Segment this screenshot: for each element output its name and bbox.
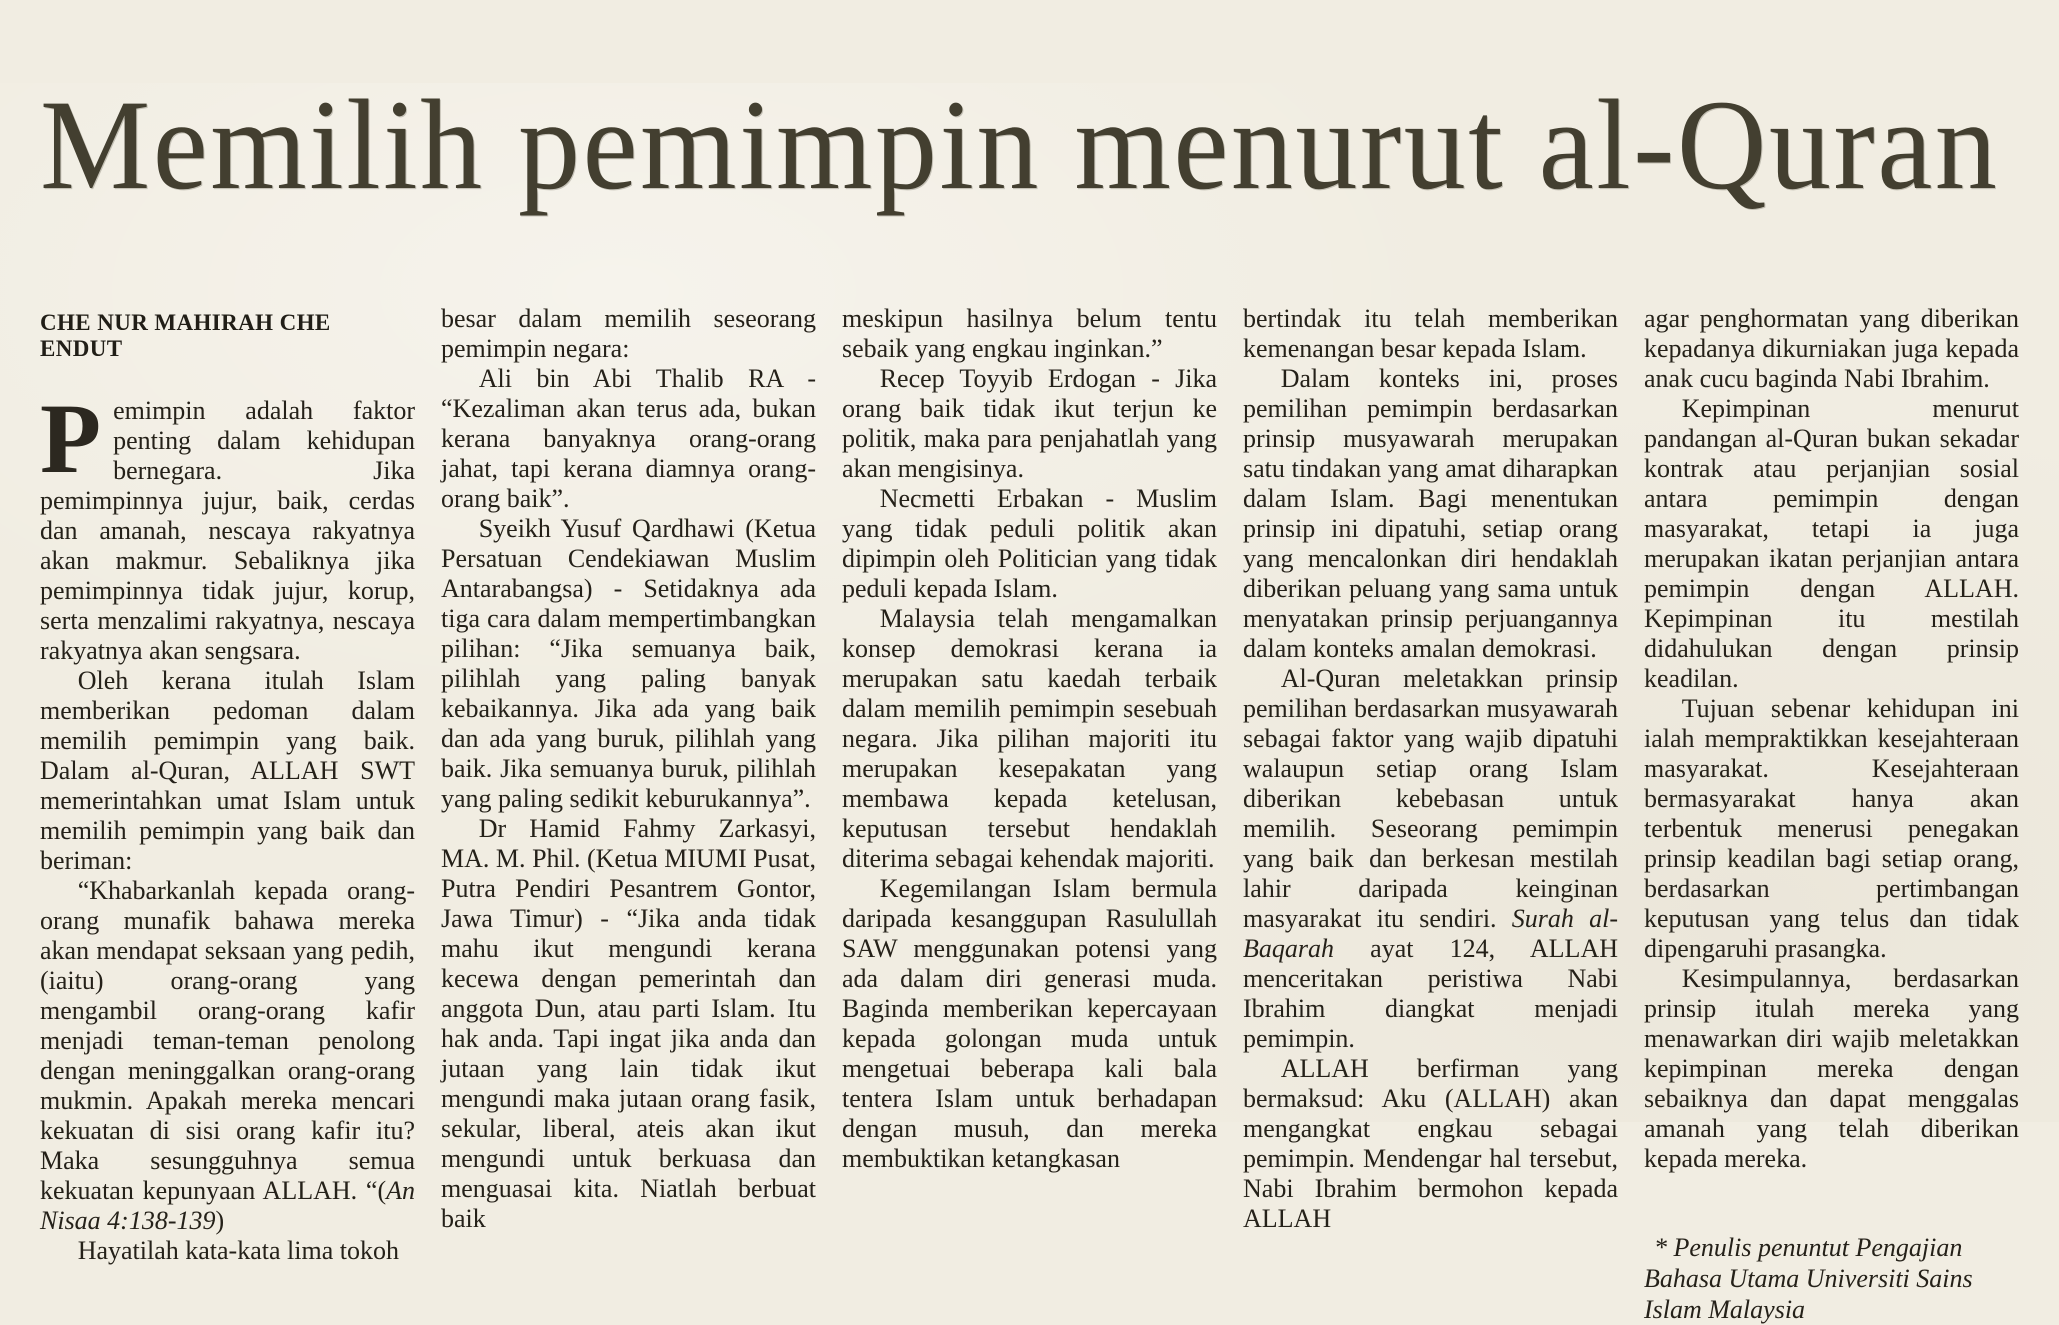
paragraph xyxy=(1243,664,1618,1054)
paragraph-text: Hayatilah kata-kata lima tokoh xyxy=(77,1236,399,1266)
paragraph xyxy=(40,383,415,666)
paragraph xyxy=(441,814,816,1234)
paragraph xyxy=(1644,304,2019,394)
paragraph xyxy=(1644,694,2019,964)
paragraph xyxy=(842,484,1217,604)
paragraph-text: emimpin adalah faktor penting dalam kehidupan bernegara. Jika pemimpinnya jujur, baik, cerdas dan amanah, nescaya rakyatnya akan makmur. Sebaliknya jika pemimpinnya tidak jujur, korup, serta menzalimi rakyatnya, nescaya rakyatnya akan sengsara. xyxy=(40,396,415,666)
author-footnote xyxy=(1644,1232,2019,1325)
footnote-text: * Penulis penuntut Pengajian Bahasa Utama Universiti Sains Islam Malaysia xyxy=(1644,1233,1973,1325)
paragraph-text: Recep Toyyib Erdogan - Jika orang baik tidak ikut terjun ke politik, maka para penjahatlah yang akan mengisinya. xyxy=(842,364,1217,484)
paragraph xyxy=(1243,304,1618,364)
paragraph xyxy=(1644,394,2019,694)
column-3 xyxy=(842,304,1217,1325)
article-columns xyxy=(40,304,2019,1325)
paragraph xyxy=(40,876,415,1236)
article-headline: Memilih pemimpin menurut al-Quran xyxy=(40,73,2000,217)
paragraph-text: “Khabarkanlah kepada orang-orang munafik bahawa mereka akan mendapat seksaan yang pedih, (iaitu) orang-orang yang mengambil orang-orang kafir menjadi teman-teman penolong dengan meninggalkan orang-orang mukmin. Apakah mereka mencari kekuatan di sisi orang kafir itu? Maka sesungguhnya semua kekuatan kepunyaan ALLAH. “( xyxy=(40,876,415,1206)
paragraph-text: Kesimpulannya, berdasarkan prinsip itulah mereka yang menawarkan diri wajib meletakkan kepimpinan mereka dengan sebaiknya dan dapat menggalas amanah yang telah diberikan kepada mereka. xyxy=(1644,964,2019,1174)
paragraph-text: meskipun hasilnya belum tentu sebaik yang engkau inginkan.” xyxy=(842,304,1217,364)
paragraph-text: Dalam konteks ini, proses pemilihan pemimpin berdasarkan prinsip musyawarah merupakan satu tindakan yang amat diharapkan dalam Islam. Bagi menentukan prinsip ini dipatuhi, setiap orang yang mencalonkan diri hendaklah diberikan peluang yang sama untuk menyatakan prinsip perjuangannya dalam konteks amalan demokrasi. xyxy=(1243,364,1618,664)
paragraph-text: Syeikh Yusuf Qardhawi (Ketua Persatuan Cendekiawan Muslim Antarabangsa) - Setidaknya ada tiga cara dalam mempertimbangkan pilihan: “Jika semuanya baik, pilihlah yang paling banyak kebaikannya. Jika ada yang baik dan ada yang buruk, pilihlah yang baik. Jika semuanya buruk, pilihlah yang paling sedikit keburukannya”. xyxy=(441,514,816,814)
paragraph-text: Kegemilangan Islam bermula daripada kesanggupan Rasulullah SAW menggunakan potensi yang ada dalam diri generasi muda. Baginda memberikan kepercayaan kepada golongan muda untuk mengetuai beberapa kali bala tentera Islam untuk berhadapan dengan musuh, dan mereka membuktikan ketangkasan xyxy=(842,874,1217,1174)
paragraph xyxy=(1243,1054,1618,1234)
paragraph-text: Malaysia telah mengamalkan konsep demokrasi kerana ia merupakan satu kaedah terbaik dalam memilih pemimpin sesebuah negara. Jika pilihan majoriti itu merupakan kesepakatan yang membawa kepada ketelusan, keputusan tersebut hendaklah diterima sebagai kehendak majoriti. xyxy=(842,604,1217,874)
paragraph xyxy=(441,514,816,814)
paragraph-text: Tujuan sebenar kehidupan ini ialah mempraktikkan kesejahteraan masyarakat. Kesejahteraan bermasyarakat hanya akan terbentuk menerusi penegakan prinsip keadilan bagi setiap orang, berdasarkan pertimbangan keputusan yang telus dan tidak dipengaruhi prasangka. xyxy=(1644,694,2019,964)
column-5 xyxy=(1644,304,2019,1325)
paragraph xyxy=(842,364,1217,484)
column-1 xyxy=(40,304,415,1325)
paragraph-text: ALLAH berfirman yang bermaksud: Aku (ALLAH) akan mengangkat engkau sebagai pemimpin. Mendengar hal tersebut, Nabi Ibrahim bermohon kepada ALLAH xyxy=(1243,1054,1618,1234)
paragraph xyxy=(1243,364,1618,664)
paragraph-text: agar penghormatan yang diberikan kepadanya dikurniakan juga kepada anak cucu baginda Nabi Ibrahim. xyxy=(1644,304,2019,394)
paragraph-text: besar dalam memilih seseorang pemimpin negara: xyxy=(441,304,816,364)
paragraph-text: Ali bin Abi Thalib RA - “Kezaliman akan terus ada, bukan kerana banyaknya orang-orang jahat, tapi kerana diamnya orang-orang baik”. xyxy=(441,364,816,514)
paragraph xyxy=(441,364,816,514)
paragraph-text: bertindak itu telah memberikan kemenangan besar kepada Islam. xyxy=(1243,304,1618,364)
column-4 xyxy=(1243,304,1618,1325)
paragraph xyxy=(1644,964,2019,1174)
paragraph-text: Oleh kerana itulah Islam memberikan pedoman dalam memilih pemimpin yang baik. Dalam al-Quran, ALLAH SWT memerintahkan umat Islam untuk memilih pemimpin yang baik dan beriman: xyxy=(40,666,415,876)
paragraph-text: Necmetti Erbakan - Muslim yang tidak peduli politik akan dipimpin oleh Politician yang tidak peduli kepada Islam. xyxy=(842,484,1217,604)
paragraph-text: ayat 124, ALLAH menceritakan peristiwa Nabi Ibrahim diangkat menjadi pemimpin. xyxy=(1243,934,1618,1054)
paragraph-text: ) xyxy=(215,1206,225,1236)
paragraph xyxy=(842,874,1217,1174)
paragraph xyxy=(40,666,415,876)
paragraph xyxy=(842,304,1217,364)
drop-cap: P xyxy=(40,383,102,495)
quran-reference: An Nisaa 4:138-139 xyxy=(40,1176,415,1236)
paragraph-text: Dr Hamid Fahmy Zarkasyi, MA. M. Phil. (Ketua MIUMI Pusat, Putra Pendiri Pesantrem Gontor, Jawa Timur) - “Jika anda tidak mahu ikut mengundi kerana kecewa dengan pemerintah dan anggota Dun, atau parti Islam. Itu hak anda. Tapi ingat jika anda dan jutaan yang lain tidak ikut mengundi maka jutaan orang fasik, sekular, liberal, ateis akan ikut mengundi untuk berkuasa dan menguasai kita. Niatlah berbuat baik xyxy=(441,814,816,1234)
quran-reference: Surah al-Baqarah xyxy=(1243,904,1618,964)
paragraph-text: Al-Quran meletakkan prinsip pemilihan berdasarkan musyawarah sebagai faktor yang wajib dipatuhi walaupun setiap orang Islam diberikan kebebasan untuk memilih. Seseorang pemimpin yang baik dan berkesan mestilah lahir daripada keinginan masyarakat itu sendiri. xyxy=(1243,664,1618,934)
byline: CHE NUR MAHIRAH CHE ENDUT xyxy=(40,310,331,362)
paragraph xyxy=(441,304,816,364)
column-2 xyxy=(441,304,816,1325)
paragraph xyxy=(40,1236,415,1266)
paragraph-text: Kepimpinan menurut pandangan al-Quran bukan sekadar kontrak atau perjanjian sosial antara pemimpin dengan masyarakat, tetapi ia juga merupakan ikatan perjanjian antara pemimpin dengan ALLAH. Kepimpinan itu mestilah didahulukan dengan prinsip keadilan. xyxy=(1644,394,2019,694)
paragraph xyxy=(842,604,1217,874)
newspaper-page xyxy=(0,73,2059,1325)
